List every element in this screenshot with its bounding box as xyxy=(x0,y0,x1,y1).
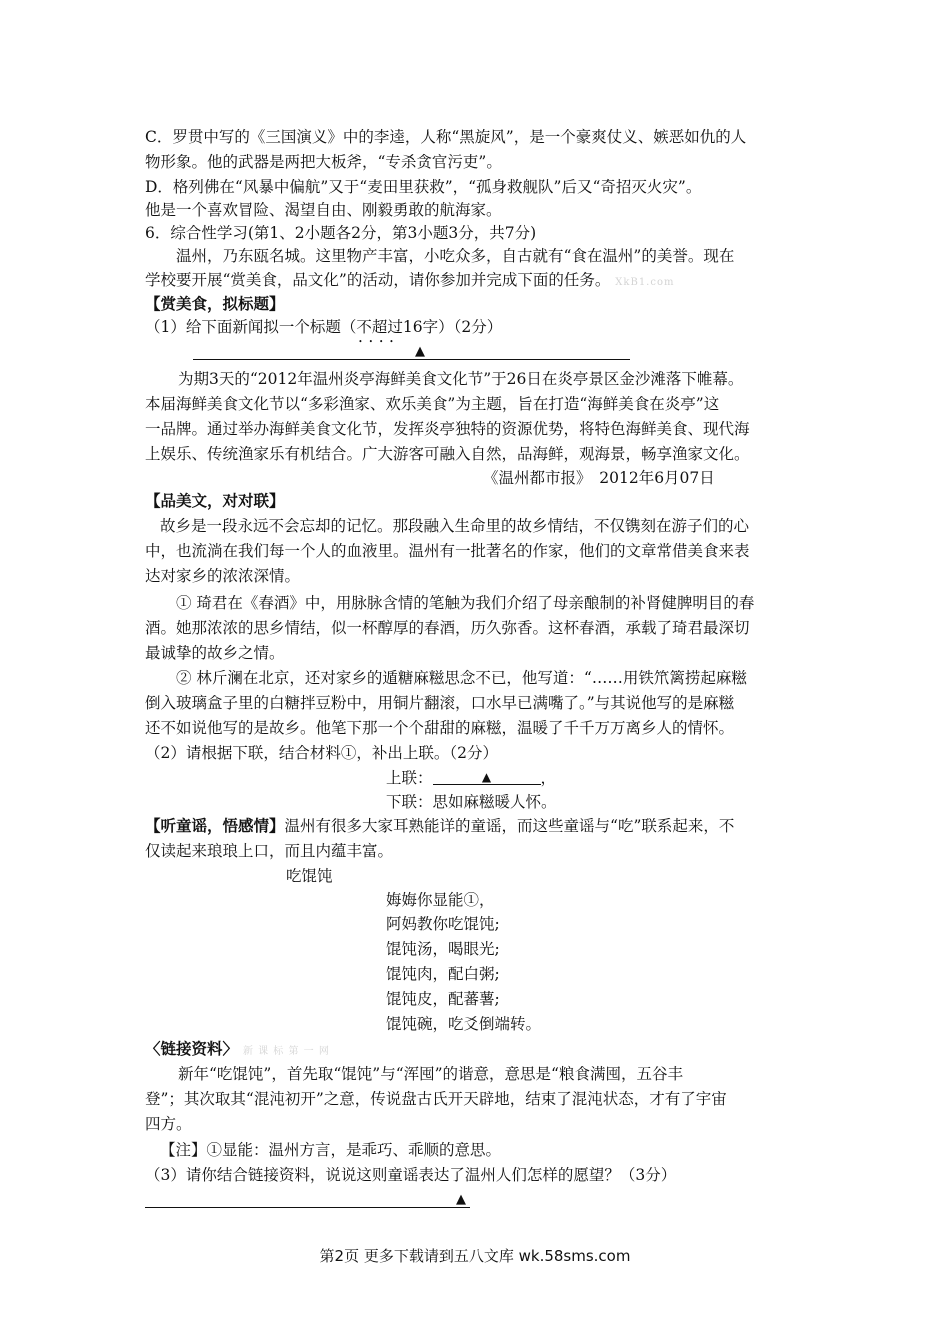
para2-line-1: 故乡是一段永远不会忘却的记忆。那段融入生命里的故乡情结，不仅镌刻在游子们的心 xyxy=(160,517,750,535)
material2-line-1: ② 林斤澜在北京，还对家乡的遁糖麻糍思念不已，他写道：“……用铁笊篱捞起麻糍 xyxy=(176,669,747,687)
option-d-line-2: 他是一个喜欢冒险、渴望自由、刚毅勇敢的航海家。 xyxy=(145,201,502,219)
answer-line-1[interactable] xyxy=(193,359,630,360)
section-3: 【听童谣，悟感情】温州有很多大家耳熟能详的童谣，而这些童谣与“吃”联系起来，不 xyxy=(145,816,735,835)
material2-line-3: 还不如说他写的是故乡。他笔下那一个个甜甜的麻糍，温暖了千千万万离乡人的情怀。 xyxy=(145,719,735,737)
material1-line-2: 酒。她那浓浓的思乡情结，似一杯醇厚的春酒，历久弥香。这杯春酒，承载了琦君最深切 xyxy=(145,619,750,637)
intro-line-1: 温州，乃东瓯名城。这里物产丰富，小吃众多，自古就有“食在温州”的美誉。现在 xyxy=(176,247,735,265)
news-line-3: 一品牌。通过举办海鲜美食文化节，发挥炎亭独特的资源优势，将特色海鲜美食、现代海 xyxy=(145,420,750,438)
poem-line-2: 阿妈教你吃馄饨; xyxy=(386,915,500,933)
note: 【注】①显能：温州方言，是乖巧、乖顺的意思。 xyxy=(160,1141,502,1159)
poem-line-1: 娒娒你显能①， xyxy=(386,891,495,909)
question-3: （3）请你结合链接资料，说说这则童谣表达了温州人们怎样的愿望？（3分） xyxy=(145,1166,677,1184)
question-2: （2）请根据下联，结合材料①，补出上联。（2分） xyxy=(145,744,498,762)
question-1: （1）给下面新闻拟一个标题（不超过 • • • •16字）（2分） xyxy=(145,316,502,338)
intro-line-2: 学校要开展“赏美食，品文化”的活动，请你参加并完成下面的任务。 XkB1.com xyxy=(145,271,675,289)
section-1-title: 【赏美食，拟标题】 xyxy=(145,294,285,313)
answer-triangle-3: ▲ xyxy=(456,1192,466,1207)
question-6-title: 6．综合性学习(第1、2小题各2分，第3小题3分，共7分) xyxy=(145,224,537,242)
couplet-upper-blank[interactable]: ▲ xyxy=(433,770,541,785)
news-line-4: 上娱乐、传统渔家乐有机结合。广大游客可融入自然，品海鲜，观海景，畅享渔家文化。 xyxy=(145,445,750,463)
poem-line-6: 馄饨碗，吃爻倒端转。 xyxy=(386,1015,542,1033)
poem-line-5: 馄饨皮，配蕃薯; xyxy=(386,990,500,1008)
emphasis-dots: 不超过 • • • • xyxy=(356,318,403,336)
section-3-title: 【听童谣，悟感情】 xyxy=(145,816,285,835)
poem-title: 吃馄饨 xyxy=(286,867,333,885)
para2-line-2: 中，也流淌在我们每一个人的血液里。温州有一批著名的作家，他们的文章常借美食来表 xyxy=(145,542,750,560)
material2-line-2: 倒入玻璃盒子里的白糖拌豆粉中，用铜片翻滚，口水早已满嘴了。”与其说他写的是麻糍 xyxy=(145,694,735,712)
option-c-line-1: C．罗贯中写的《三国演义》中的李逵，人称“黑旋风”，是一个豪爽仗义、嫉恶如仇的人 xyxy=(145,128,747,146)
link-line-2: 登”；其次取其“混沌初开”之意，传说盘古氏开天辟地，结束了混沌状态，才有了宇宙 xyxy=(145,1090,727,1108)
poem-line-4: 馄饨肉，配白粥; xyxy=(386,965,500,983)
watermark-text: XkB1.com xyxy=(615,277,675,288)
news-line-2: 本届海鲜美食文化节以“多彩渔家、欢乐美食”为主题，旨在打造“海鲜美食在炎亭”这 xyxy=(145,395,720,413)
link-title: 〈链接资料〉 xyxy=(145,1039,239,1058)
material1-line-3: 最诚挚的故乡之情。 xyxy=(145,644,285,662)
news-line-1: 为期3天的“2012年温州炎亭海鲜美食文化节”于26日在炎亭景区金沙滩落下帷幕。 xyxy=(178,370,744,388)
watermark-text-2: 新 课 标 第 一 网 xyxy=(242,1046,330,1057)
option-d-line-1: D．格列佛在“风暴中偏航”又于“麦田里获救”，“孤身救舰队”后又“奇招灭火灾”。 xyxy=(145,178,702,196)
news-source: 《温州都市报》 2012年6月07日 xyxy=(483,469,715,487)
section-3-line-2: 仅读起来琅琅上口，而且内蕴丰富。 xyxy=(145,842,394,860)
material1-line-1: ① 琦君在《春酒》中，用脉脉含情的笔触为我们介绍了母亲酿制的补肾健脾明目的春 xyxy=(176,594,755,612)
link-heading xyxy=(145,1038,330,1063)
link-line-1: 新年“吃馄饨”，首先取“馄饨”与“浑囤”的谐意，意思是“粮食满囤，五谷丰 xyxy=(178,1065,683,1083)
section-2-title: 【品美文，对对联】 xyxy=(145,491,285,510)
poem-line-3: 馄饨汤，喝眼光; xyxy=(386,940,500,958)
link-line-3: 四方。 xyxy=(145,1115,192,1133)
couplet-lower: 下联：思如麻糍暖人怀。 xyxy=(386,793,557,811)
answer-line-3[interactable] xyxy=(145,1207,470,1208)
para2-line-3: 达对家乡的浓浓深情。 xyxy=(145,567,301,585)
couplet-upper: 上联： ▲ ， xyxy=(386,769,557,787)
answer-triangle-1: ▲ xyxy=(415,344,425,359)
option-c-line-2: 物形象。他的武器是两把大板斧，“专杀贪官污吏”。 xyxy=(145,153,502,171)
page-footer: 第2页 更多下载请到五八文库 wk.58sms.com xyxy=(319,1247,631,1265)
